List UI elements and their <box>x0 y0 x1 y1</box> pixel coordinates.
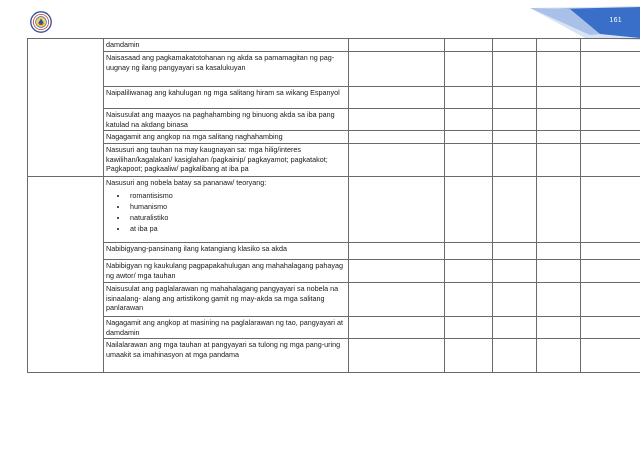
empty-cell <box>445 243 493 260</box>
empty-cell <box>493 87 537 109</box>
table-row <box>28 260 640 283</box>
list-item: • romantisismo <box>128 190 346 201</box>
empty-cell <box>445 260 493 283</box>
empty-cell <box>581 144 640 177</box>
list-item: • humanismo <box>128 201 346 212</box>
empty-cell <box>349 39 445 52</box>
empty-cell <box>537 317 581 339</box>
empty-cell <box>445 317 493 339</box>
empty-cell <box>349 131 445 144</box>
empty-cell <box>537 52 581 87</box>
empty-cell <box>493 144 537 177</box>
competency-cell: Naisusulat ang paglalarawan ng mahahalagang pangyayari sa nobela na isinaalang- alang ang artistikong gamit ng may-akda sa mga salitang panlarawan <box>104 283 349 317</box>
table-row <box>28 131 640 144</box>
theory-list <box>106 190 346 234</box>
empty-cell <box>349 283 445 317</box>
competency-text: Nasusuri ang nobela batay sa pananaw/ teoryang: <box>106 178 267 188</box>
empty-cell <box>349 317 445 339</box>
empty-cell <box>349 144 445 177</box>
competency-cell: Nasusuri ang tauhan na may kaugnayan sa: mga hilig/interes kawilihan/kagalakan/ kasiglahan /pagkainip/ pagkayamot; pagkatakot; Pagkapoot; pagkaaliw/ pagkalibang at iba pa <box>104 144 349 177</box>
table-row <box>28 317 640 339</box>
empty-cell <box>445 87 493 109</box>
empty-cell <box>493 339 537 373</box>
competency-cell: Nagagamit ang angkop na mga salitang naghahambing <box>104 131 349 144</box>
empty-cell <box>581 283 640 317</box>
empty-cell <box>445 39 493 52</box>
empty-cell <box>349 260 445 283</box>
empty-cell <box>581 39 640 52</box>
corner-ribbon <box>530 0 640 40</box>
empty-cell <box>537 131 581 144</box>
list-item: • at iba pa <box>128 223 346 234</box>
empty-cell <box>493 260 537 283</box>
table-row <box>28 39 640 52</box>
empty-cell <box>537 260 581 283</box>
empty-cell <box>493 109 537 131</box>
table-row <box>28 109 640 131</box>
table-row <box>28 52 640 87</box>
empty-cell <box>28 39 104 177</box>
empty-cell <box>537 283 581 317</box>
table-row <box>28 243 640 260</box>
empty-cell <box>493 131 537 144</box>
competency-cell: Nagagamit ang angkop at masining na paglalarawan ng tao, pangyayari at damdamin <box>104 317 349 339</box>
empty-cell <box>349 339 445 373</box>
empty-cell <box>349 52 445 87</box>
empty-cell <box>581 177 640 243</box>
empty-cell <box>581 243 640 260</box>
empty-cell <box>28 177 104 373</box>
empty-cell <box>445 52 493 87</box>
empty-cell <box>445 109 493 131</box>
table-row <box>28 283 640 317</box>
competency-cell: Naipaliliwanag ang kahulugan ng mga salitang hiram sa wikang Espanyol <box>104 87 349 109</box>
competency-cell: Nabibigyan ng kaukulang pagpapakahulugan ang mahahalagang pahayag ng awtor/ mga tauhan <box>104 260 349 283</box>
empty-cell <box>445 283 493 317</box>
table-row <box>28 144 640 177</box>
empty-cell <box>493 243 537 260</box>
page-number: 161 <box>609 17 622 24</box>
empty-cell <box>581 52 640 87</box>
empty-cell <box>445 131 493 144</box>
empty-cell <box>581 87 640 109</box>
empty-cell <box>493 52 537 87</box>
empty-cell <box>349 109 445 131</box>
competency-cell: damdamin <box>104 39 349 52</box>
empty-cell <box>581 260 640 283</box>
empty-cell <box>537 87 581 109</box>
empty-cell <box>537 177 581 243</box>
empty-cell <box>537 144 581 177</box>
empty-cell <box>537 109 581 131</box>
competency-cell: Naisusulat ang maayos na paghahambing ng binuong akda sa iba pang katulad na akdang binasa <box>104 109 349 131</box>
empty-cell <box>493 39 537 52</box>
empty-cell <box>581 109 640 131</box>
competency-cell: Nabibigyang-pansinang ilang katangiang klasiko sa akda <box>104 243 349 260</box>
competency-cell <box>104 177 349 243</box>
table-row <box>28 339 640 373</box>
curriculum-table <box>27 38 640 373</box>
table-row <box>28 177 640 243</box>
empty-cell <box>445 339 493 373</box>
empty-cell <box>537 243 581 260</box>
list-item: • naturalistiko <box>128 212 346 223</box>
empty-cell <box>493 283 537 317</box>
empty-cell <box>445 177 493 243</box>
empty-cell <box>349 243 445 260</box>
empty-cell <box>537 339 581 373</box>
empty-cell <box>581 339 640 373</box>
competency-cell: Naisasaad ang pagkamakatotohanan ng akda sa pamamagitan ng pag-uugnay ng ilang pangyayari sa kasalukuyan <box>104 52 349 87</box>
empty-cell <box>493 317 537 339</box>
competency-cell: Nailalarawan ang mga tauhan at pangyayari sa tulong ng mga pang-uring umaakit sa imahinasyon at mga pandama <box>104 339 349 373</box>
empty-cell <box>493 177 537 243</box>
table-row <box>28 87 640 109</box>
empty-cell <box>349 177 445 243</box>
empty-cell <box>581 317 640 339</box>
deped-seal-icon <box>30 11 52 33</box>
empty-cell <box>445 144 493 177</box>
empty-cell <box>581 131 640 144</box>
empty-cell <box>349 87 445 109</box>
empty-cell <box>537 39 581 52</box>
